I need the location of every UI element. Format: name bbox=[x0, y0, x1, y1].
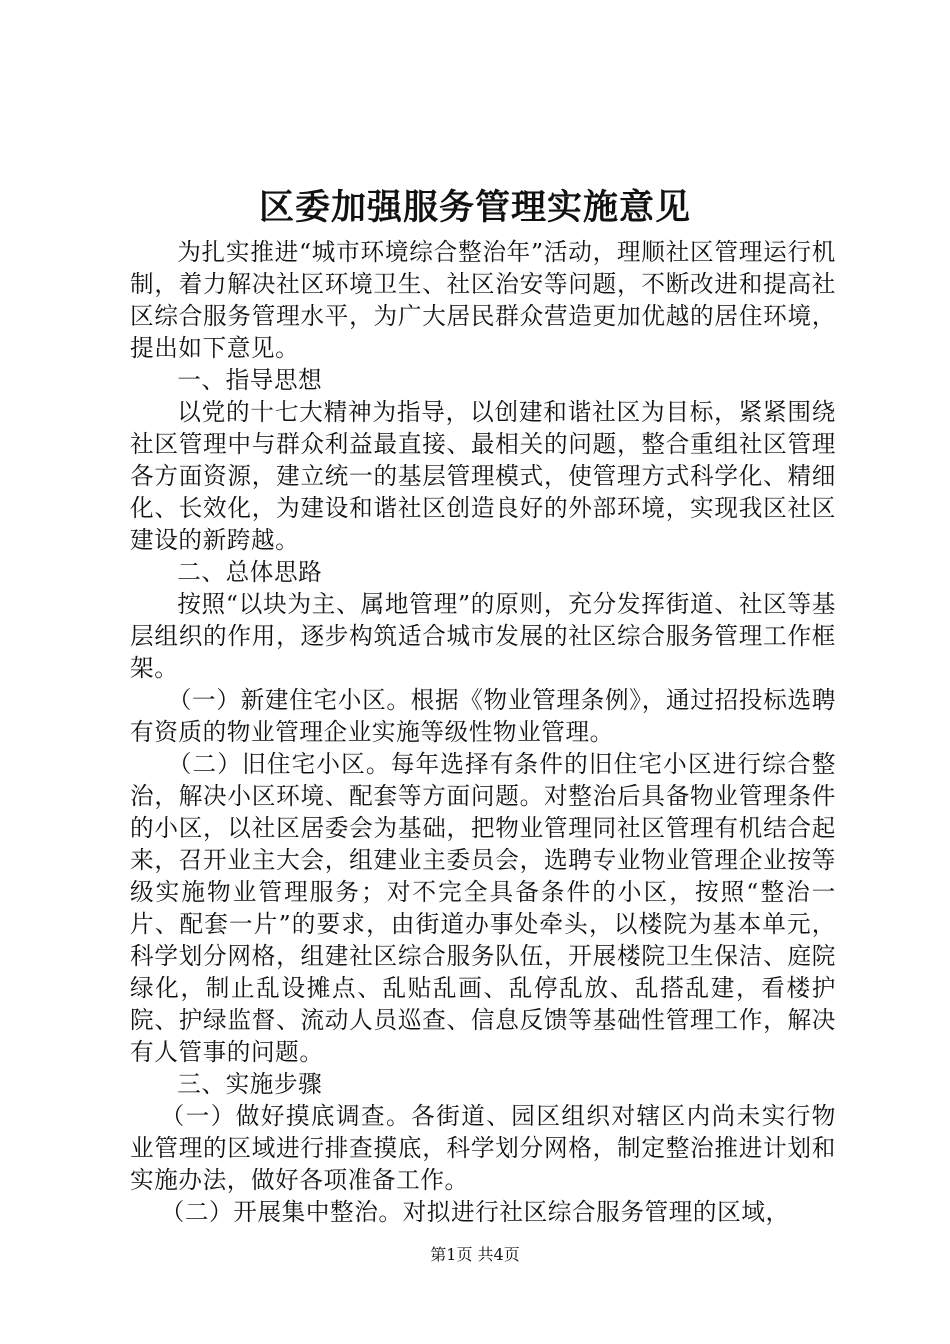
page-number-footer: 第1页 共4页 bbox=[430, 1245, 520, 1264]
rectification-paragraph: （二）开展集中整治。对拟进行社区综合服务管理的区域， bbox=[160, 1198, 790, 1226]
overall-approach-paragraph: 按照“以块为主、属地管理”的原则，充分发挥街道、社区等基层组织的作用，逐步构筑适合城市发展的社区综合服务管理工作框架。 bbox=[130, 590, 836, 682]
guiding-thought-paragraph: 以党的十七大精神为指导，以创建和谐社区为目标，紧紧围绕社区管理中与群众利益最直接、最相关的问题，整合重组社区管理各方面资源，建立统一的基层管理模式，使管理方式科学化、精细化、长效化，为建设和谐社区创造良好的外部环境，实现我区社区建设的新跨越。 bbox=[130, 398, 836, 554]
document-title: 区委加强服务管理实施意见 bbox=[258, 187, 691, 228]
intro-paragraph: 为扎实推进“城市环境综合整治年”活动，理顺社区管理运行机制，着力解决社区环境卫生、社区治安等问题，不断改进和提高社区综合服务管理水平，为广大居民群众营造更加优越的居住环境，提出如下意见。 bbox=[130, 238, 836, 362]
section-heading-implementation-steps: 三、实施步骤 bbox=[177, 1070, 323, 1098]
old-residential-paragraph: （二）旧住宅小区。每年选择有条件的旧住宅小区进行综合整治，解决小区环境、配套等方面问题。对整治后具备物业管理条件的小区，以社区居委会为基础，把物业管理同社区管理有机结合起来，召开业主大会，组建业主委员会，选聘专业物业管理企业按等级实施物业管理服务；对不完全具备条件的小区，按照“整治一片、配套一片”的要求，由街道办事处牵头，以楼院为基本单元，科学划分网格，组建社区综合服务队伍，开展楼院卫生保洁、庭院绿化，制止乱设摊点、乱贴乱画、乱停乱放、乱搭乱建，看楼护院、护绿监督、流动人员巡查、信息反馈等基础性管理工作，解决有人管事的问题。 bbox=[130, 750, 836, 1066]
survey-paragraph: （一）做好摸底调查。各街道、园区组织对辖区内尚未实行物业管理的区域进行排查摸底，科学划分网格，制定整治推进计划和实施办法，做好各项准备工作。 bbox=[130, 1102, 836, 1194]
section-heading-guiding-thought: 一、指导思想 bbox=[177, 366, 323, 394]
document-body bbox=[130, 236, 836, 1228]
section-heading-overall-approach: 二、总体思路 bbox=[177, 558, 323, 586]
new-residential-paragraph: （一）新建住宅小区。根据《物业管理条例》，通过招投标选聘有资质的物业管理企业实施等级性物业管理。 bbox=[130, 686, 836, 746]
